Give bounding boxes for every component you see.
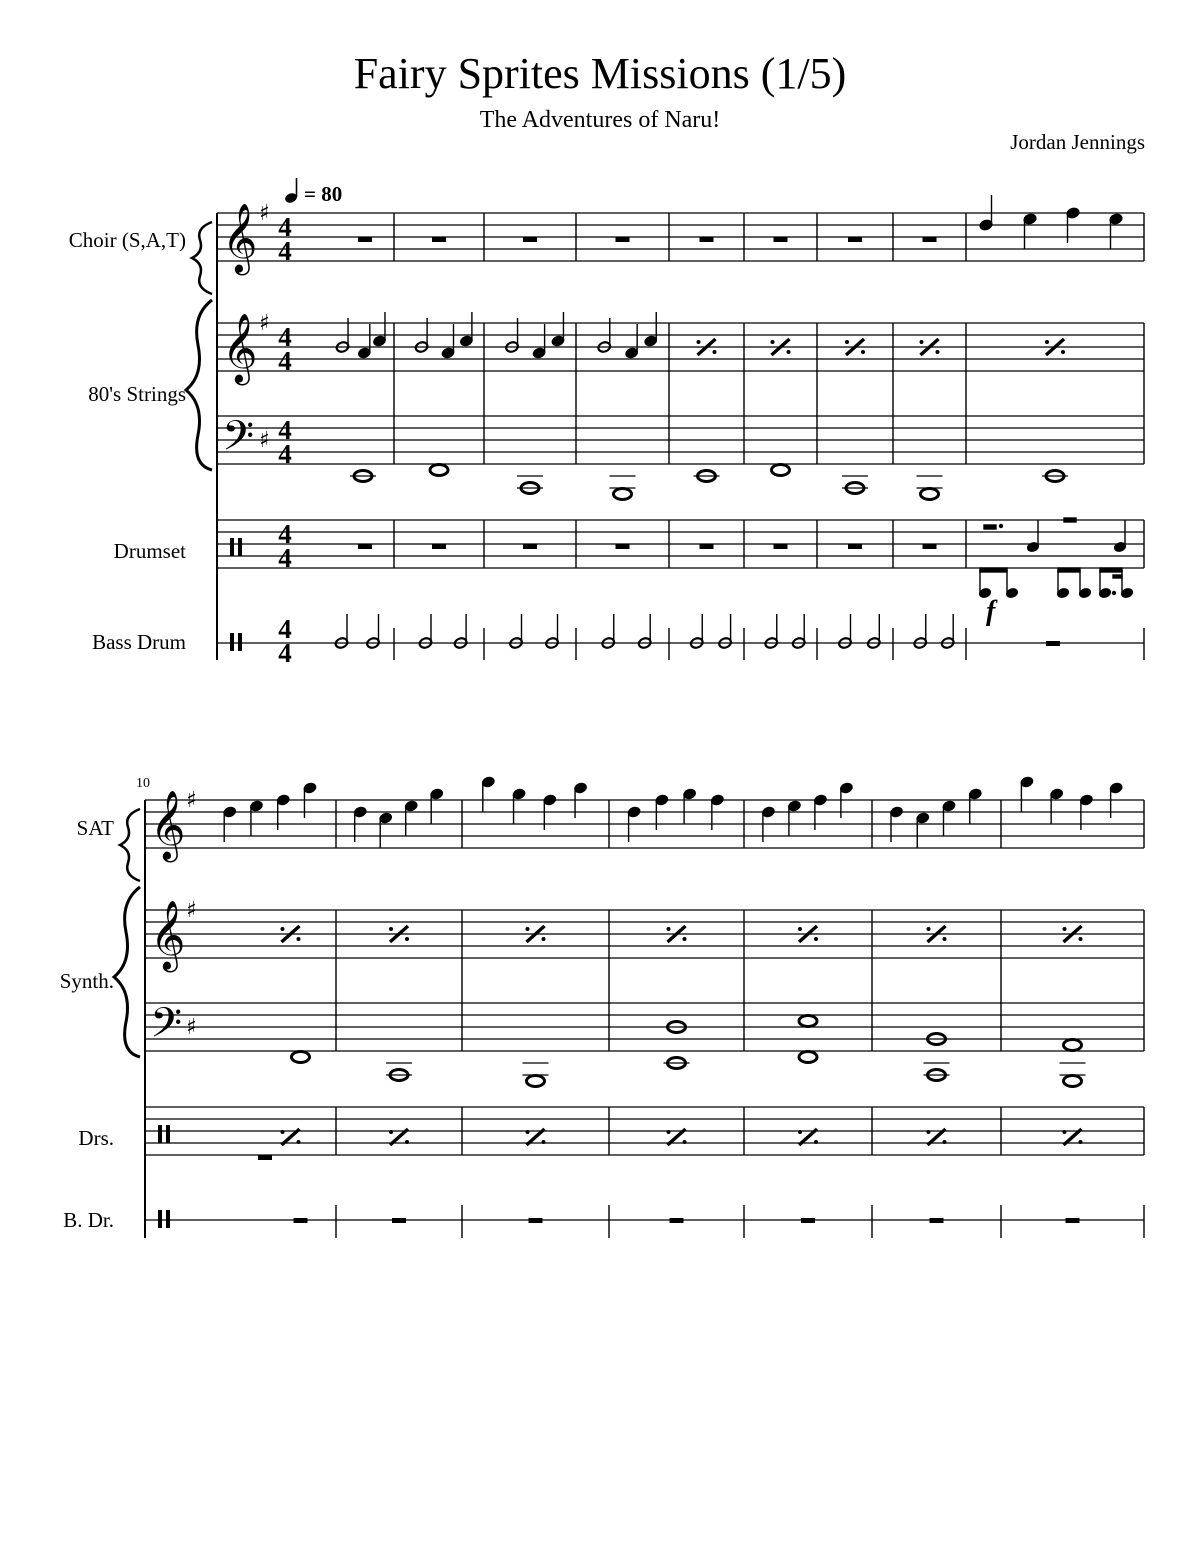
svg-text:4: 4	[278, 236, 292, 266]
barlines	[394, 213, 1144, 660]
percussion-clef-icon	[230, 538, 242, 556]
whole-note	[430, 465, 448, 476]
whole-note	[921, 489, 939, 500]
whole-rests	[358, 237, 937, 242]
whole-note	[614, 489, 632, 500]
treble-clef-icon: 𝄞	[222, 313, 258, 383]
repeat-dot	[405, 937, 409, 941]
repeat-dot	[861, 350, 865, 354]
repeat-dot	[814, 937, 818, 941]
strings-treble-notes	[335, 312, 1065, 359]
whole-rest	[774, 544, 788, 549]
drumset-staff	[217, 520, 1144, 568]
whole-note	[292, 1052, 310, 1063]
sharp-icon: ♯	[259, 311, 270, 336]
whole-rest	[801, 1218, 815, 1223]
percussion-clef-icon	[158, 1210, 170, 1228]
repeat-dot	[542, 1140, 546, 1144]
repeat-dot	[798, 927, 802, 931]
dynamic-forte: f	[986, 596, 996, 627]
repeat-dot	[297, 1140, 301, 1144]
svg-text:4: 4	[278, 322, 292, 352]
svg-text:4: 4	[278, 439, 292, 469]
svg-text:4: 4	[278, 519, 292, 549]
whole-rest	[923, 544, 937, 549]
repeat-dot	[845, 340, 849, 344]
repeat-dot	[936, 350, 940, 354]
repeat-dot	[1063, 927, 1067, 931]
svg-text:4: 4	[278, 415, 292, 445]
sharp-icon: ♯	[186, 898, 197, 923]
strings-brace-2	[114, 887, 140, 1057]
strings-bass-staff-2	[145, 1003, 1144, 1051]
whole-rest	[616, 237, 630, 242]
measure-repeats-2	[258, 926, 1083, 1160]
repeat-dot	[297, 937, 301, 941]
sharp-icon: ♯	[186, 788, 197, 813]
strings-brace	[186, 300, 212, 470]
label-choir: Choir (S,A,T)	[68, 228, 186, 252]
whole-rest	[923, 237, 937, 242]
whole-rest	[392, 1218, 406, 1223]
repeat-dot	[526, 927, 530, 931]
repeat-dot	[814, 1140, 818, 1144]
label-bassdrum: Bass Drum	[92, 630, 186, 654]
whole-note	[799, 1052, 817, 1063]
strings-treble-staff-2	[145, 910, 1144, 958]
repeat-dot	[927, 1130, 931, 1134]
svg-text:4: 4	[278, 212, 292, 242]
repeat-dot	[771, 340, 775, 344]
sharp-icon: ♯	[259, 201, 270, 226]
bass-clef-icon: 𝄢	[222, 412, 255, 470]
repeat-dot	[927, 927, 931, 931]
whole-rest	[258, 1155, 272, 1160]
repeat-dot	[281, 1130, 285, 1134]
choir-brace	[192, 222, 212, 294]
repeat-dot	[542, 937, 546, 941]
strings-bass-notes	[350, 465, 1068, 500]
repeat-dot	[798, 1130, 802, 1134]
repeat-dot	[389, 927, 393, 931]
choir-staff-2	[145, 800, 1144, 848]
label-strings: 80's Strings	[88, 382, 186, 406]
whole-rest	[700, 544, 714, 549]
treble-clef-icon: 𝄞	[150, 900, 186, 970]
whole-rest	[432, 237, 446, 242]
strings-treble-staff	[217, 323, 1144, 371]
repeat-dot	[667, 1130, 671, 1134]
whole-note	[772, 465, 790, 476]
whole-note	[1064, 1076, 1082, 1087]
whole-rest	[670, 1218, 684, 1223]
bass-clef-icon: 𝄢	[150, 999, 183, 1057]
svg-text:4: 4	[278, 543, 292, 573]
whole-rest	[700, 237, 714, 242]
percussion-clef-icon	[230, 633, 242, 651]
label-drumset-short: Drs.	[78, 1126, 114, 1150]
repeat-dot	[787, 350, 791, 354]
whole-rest	[523, 237, 537, 242]
whole-rest	[358, 237, 372, 242]
repeat-dot	[281, 927, 285, 931]
score-subtitle: The Adventures of Naru!	[479, 107, 721, 133]
whole-rest	[1046, 641, 1060, 646]
barlines-2	[336, 800, 1144, 1238]
whole-note	[527, 1076, 545, 1087]
repeat-dot	[943, 1140, 947, 1144]
sharp-icon: ♯	[186, 1015, 197, 1040]
repeat-dot	[389, 1130, 393, 1134]
label-drumset: Drumset	[113, 539, 186, 563]
treble-clef-icon: 𝄞	[150, 790, 186, 860]
whole-rest	[616, 544, 630, 549]
repeat-dot	[405, 1140, 409, 1144]
choir-brace-2	[120, 809, 140, 881]
treble-clef-icon: 𝄞	[222, 203, 258, 273]
whole-rest	[848, 544, 862, 549]
score-title: Fairy Sprites Missions (1/5)	[353, 49, 847, 98]
whole-rest	[432, 544, 446, 549]
repeat-dot	[667, 927, 671, 931]
strings-bass-staff	[217, 416, 1144, 464]
drum-rests	[358, 544, 937, 549]
repeat-dot	[526, 1130, 530, 1134]
whole-rest	[774, 237, 788, 242]
label-bassdrum-short: B. Dr.	[63, 1208, 114, 1232]
choir-staff	[217, 213, 1144, 261]
repeat-dot	[683, 1140, 687, 1144]
whole-rest	[848, 237, 862, 242]
composer: Jordan Jennings	[1010, 130, 1145, 154]
repeat-dot	[697, 340, 701, 344]
whole-note	[1064, 1040, 1082, 1051]
whole-rest	[529, 1218, 543, 1223]
repeat-dot	[1079, 937, 1083, 941]
repeat-dot	[1061, 350, 1065, 354]
sharp-icon: ♯	[259, 428, 270, 453]
repeat-dot	[713, 350, 717, 354]
svg-text:4: 4	[278, 614, 292, 644]
label-choir-short: SAT	[76, 816, 114, 840]
repeat-dot	[1079, 1140, 1083, 1144]
whole-rest	[1066, 1218, 1080, 1223]
repeat-dot	[920, 340, 924, 344]
whole-rest	[523, 544, 537, 549]
label-strings-short: Synth.	[59, 969, 114, 993]
repeat-dot	[1063, 1130, 1067, 1134]
whole-rest	[294, 1218, 308, 1223]
measure-number: 10	[136, 776, 150, 791]
svg-text:4: 4	[278, 638, 292, 668]
whole-rest	[358, 544, 372, 549]
repeat-dot	[943, 937, 947, 941]
whole-rest	[930, 1218, 944, 1223]
time-signature	[278, 212, 292, 668]
drumset-pattern-m9	[978, 518, 1133, 599]
bassdrum-notes	[334, 614, 955, 649]
choir-notes-m9	[979, 195, 1123, 249]
svg-text:4: 4	[278, 346, 292, 376]
tempo-text: = 80	[304, 182, 343, 206]
repeat-dot	[683, 937, 687, 941]
tempo-marking	[284, 178, 342, 206]
percussion-clef-icon	[158, 1125, 170, 1143]
whole-note	[799, 1016, 817, 1027]
repeat-dot	[1045, 340, 1049, 344]
